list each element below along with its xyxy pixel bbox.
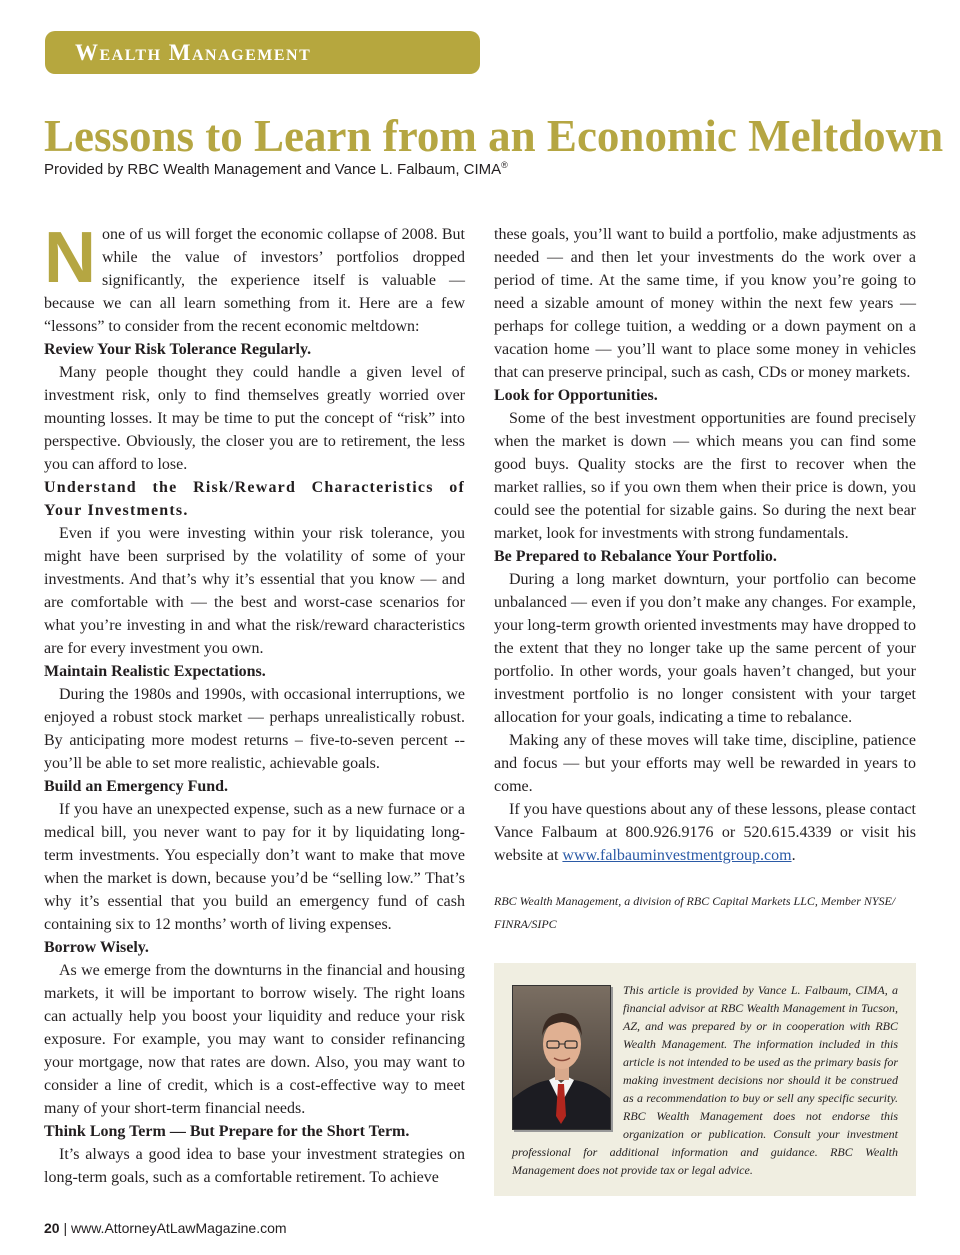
section-heading: Maintain Realistic Expectations. [44, 663, 266, 680]
continued-paragraph: these goals, you’ll want to build a portfolio, make adjustments as needed — and then let your investments do the work over a period of time. At the same time, if you know you’re going to need a sizable amount of money within the next few years — perhaps for college tuition, a wedding or a down payment on a vacation home — you’ll want to place some money in vehicles that can preserve principal, such as cash, CDs or money markets. [494, 226, 916, 381]
section-heading: Be Prepared to Rebalance Your Portfolio. [494, 548, 777, 565]
portrait-spacer [512, 981, 623, 1129]
website-link[interactable]: www.falbauminvestmentgroup.com [562, 847, 792, 864]
author-bio-text: This article is provided by Vance L. Falbaum, CIMA, a financial advisor at RBC Wealth Management in Tucson, AZ, and was prepared by or in cooperation with RBC Wealth Management. The information included in this article is not intended to be used as the primary basis for making investment decisions nor should it be construed as a recommendation to buy or sell any specific security. RBC Wealth Management does not endorse this organization or publication. Consult your investment professional for additional information and guidance. RBC Wealth Management does not provide tax or legal advice. [512, 983, 898, 1177]
section-heading: Look for Opportunities. [494, 387, 658, 404]
author-bio [512, 981, 898, 1179]
section-paragraph: It’s always a good idea to base your investment strategies on long-term goals, such as a comfortable retirement. To achieve [44, 1146, 465, 1186]
section-tab [45, 31, 480, 74]
byline [44, 160, 508, 178]
disclosure-text: RBC Wealth Management, a division of RBC Capital Markets LLC, Member NYSE/ FINRA/SIPC [494, 894, 896, 931]
section-heading: Build an Emergency Fund. [44, 778, 229, 795]
section-paragraph: Even if you were investing within your risk tolerance, you might have been surprised by the volatility of some of your investments. And that’s why it’s essential that you know — and are comfortable with — the best and worst-case scenarios for what you’re investing in and what the risk/reward characteristics are for every investment you own. [44, 525, 465, 657]
article-title: Lessons to Learn from an Economic Meltdown [44, 111, 944, 161]
page-footer [44, 1220, 287, 1236]
section-label: Wealth Management [75, 39, 312, 65]
left-column [44, 218, 465, 1189]
author-bio-box [494, 963, 916, 1196]
page-number: 20 [44, 1220, 60, 1236]
section-paragraph: If you have an unexpected expense, such as a new furnace or a medical bill, you never want to pay for it by liquidating long-term investments. You especially don’t want to make that move when the market is down, because you’d be “selling low.” That’s why it’s essential that you build an emergency fund of cash containing six to 12 months’ worth of living expenses. [44, 801, 465, 933]
right-column [494, 223, 916, 867]
section-paragraph: During a long market downturn, your portfolio can become unbalanced — even if you don’t make any changes. For example, your long-term growth oriented investments may have dropped to the extent that they no longer take up the same percent of your portfolio. In other words, your goals haven’t changed, but your investment portfolio is no longer consistent with your target allocation for your goals, indicating a time to rebalance. [494, 571, 916, 726]
section-paragraph: Many people thought they could handle a given level of investment risk, only to find themselves greatly worried over mounting losses. It may be time to put the concept of “risk” into perspective. Obviously, the closer you are to retirement, the less you can afford to lose. [44, 364, 465, 473]
section-heading: Think Long Term — But Prepare for the Short Term. [44, 1123, 410, 1140]
section-heading: Review Your Risk Tolerance Regularly. [44, 341, 312, 358]
section-heading: Borrow Wisely. [44, 939, 149, 956]
byline-text: Provided by RBC Wealth Management and Vance L. Falbaum, CIMA [44, 161, 502, 178]
section-paragraph: Some of the best investment opportunities are found precisely when the market is down — which means you can find some good buys. Quality stocks are the first to recover when the market rallies, so if you own them when their price is down, you could see the potential for sizable gains. So during the next bear market, look for investments with strong fundamentals. [494, 410, 916, 542]
section-paragraph: Making any of these moves will take time, discipline, patience and focus — but your efforts may well be rewarded in years to come. [494, 732, 916, 795]
section-paragraph: During the 1980s and 1990s, with occasional interruptions, we enjoyed a robust stock market — perhaps unrealistically robust. By anticipating more modest returns – five-to-seven percent -- you’ll be able to set more realistic, achievable goals. [44, 686, 465, 772]
intro-text: one of us will forget the economic collapse of 2008. But while the value of investors’ portfolios dropped significantly, the experience itself is valuable — because we can all learn something from it. Here are a few “lessons” to consider from the recent economic meltdown: [44, 226, 465, 335]
section-paragraph: As we emerge from the downturns in the financial and housing markets, it will be important to borrow wisely. The right loans can actually help you boost your liquidity and reduce your risk exposure. For example, you may want to consider refinancing your mortgage, now that rates are down. Also, you may want to consider a line of credit, which is a cost-effective way to meet many of your short-term financial needs. [44, 962, 465, 1117]
registered-mark: ® [501, 160, 508, 170]
contact-text: If you have questions about any of these lessons, please contact Vance Falbaum at 800.926.9176 or 520.615.4339 or visit his website at [494, 801, 916, 864]
footer-separator: | [63, 1220, 68, 1236]
drop-cap: N [44, 218, 96, 298]
footer-website: www.AttorneyAtLawMagazine.com [71, 1220, 287, 1236]
section-heading: Understand the Risk/Reward Characteristics of Your Investments. [44, 479, 465, 519]
intro-paragraph [44, 218, 465, 338]
contact-paragraph [494, 798, 916, 867]
contact-end: . [791, 847, 796, 864]
